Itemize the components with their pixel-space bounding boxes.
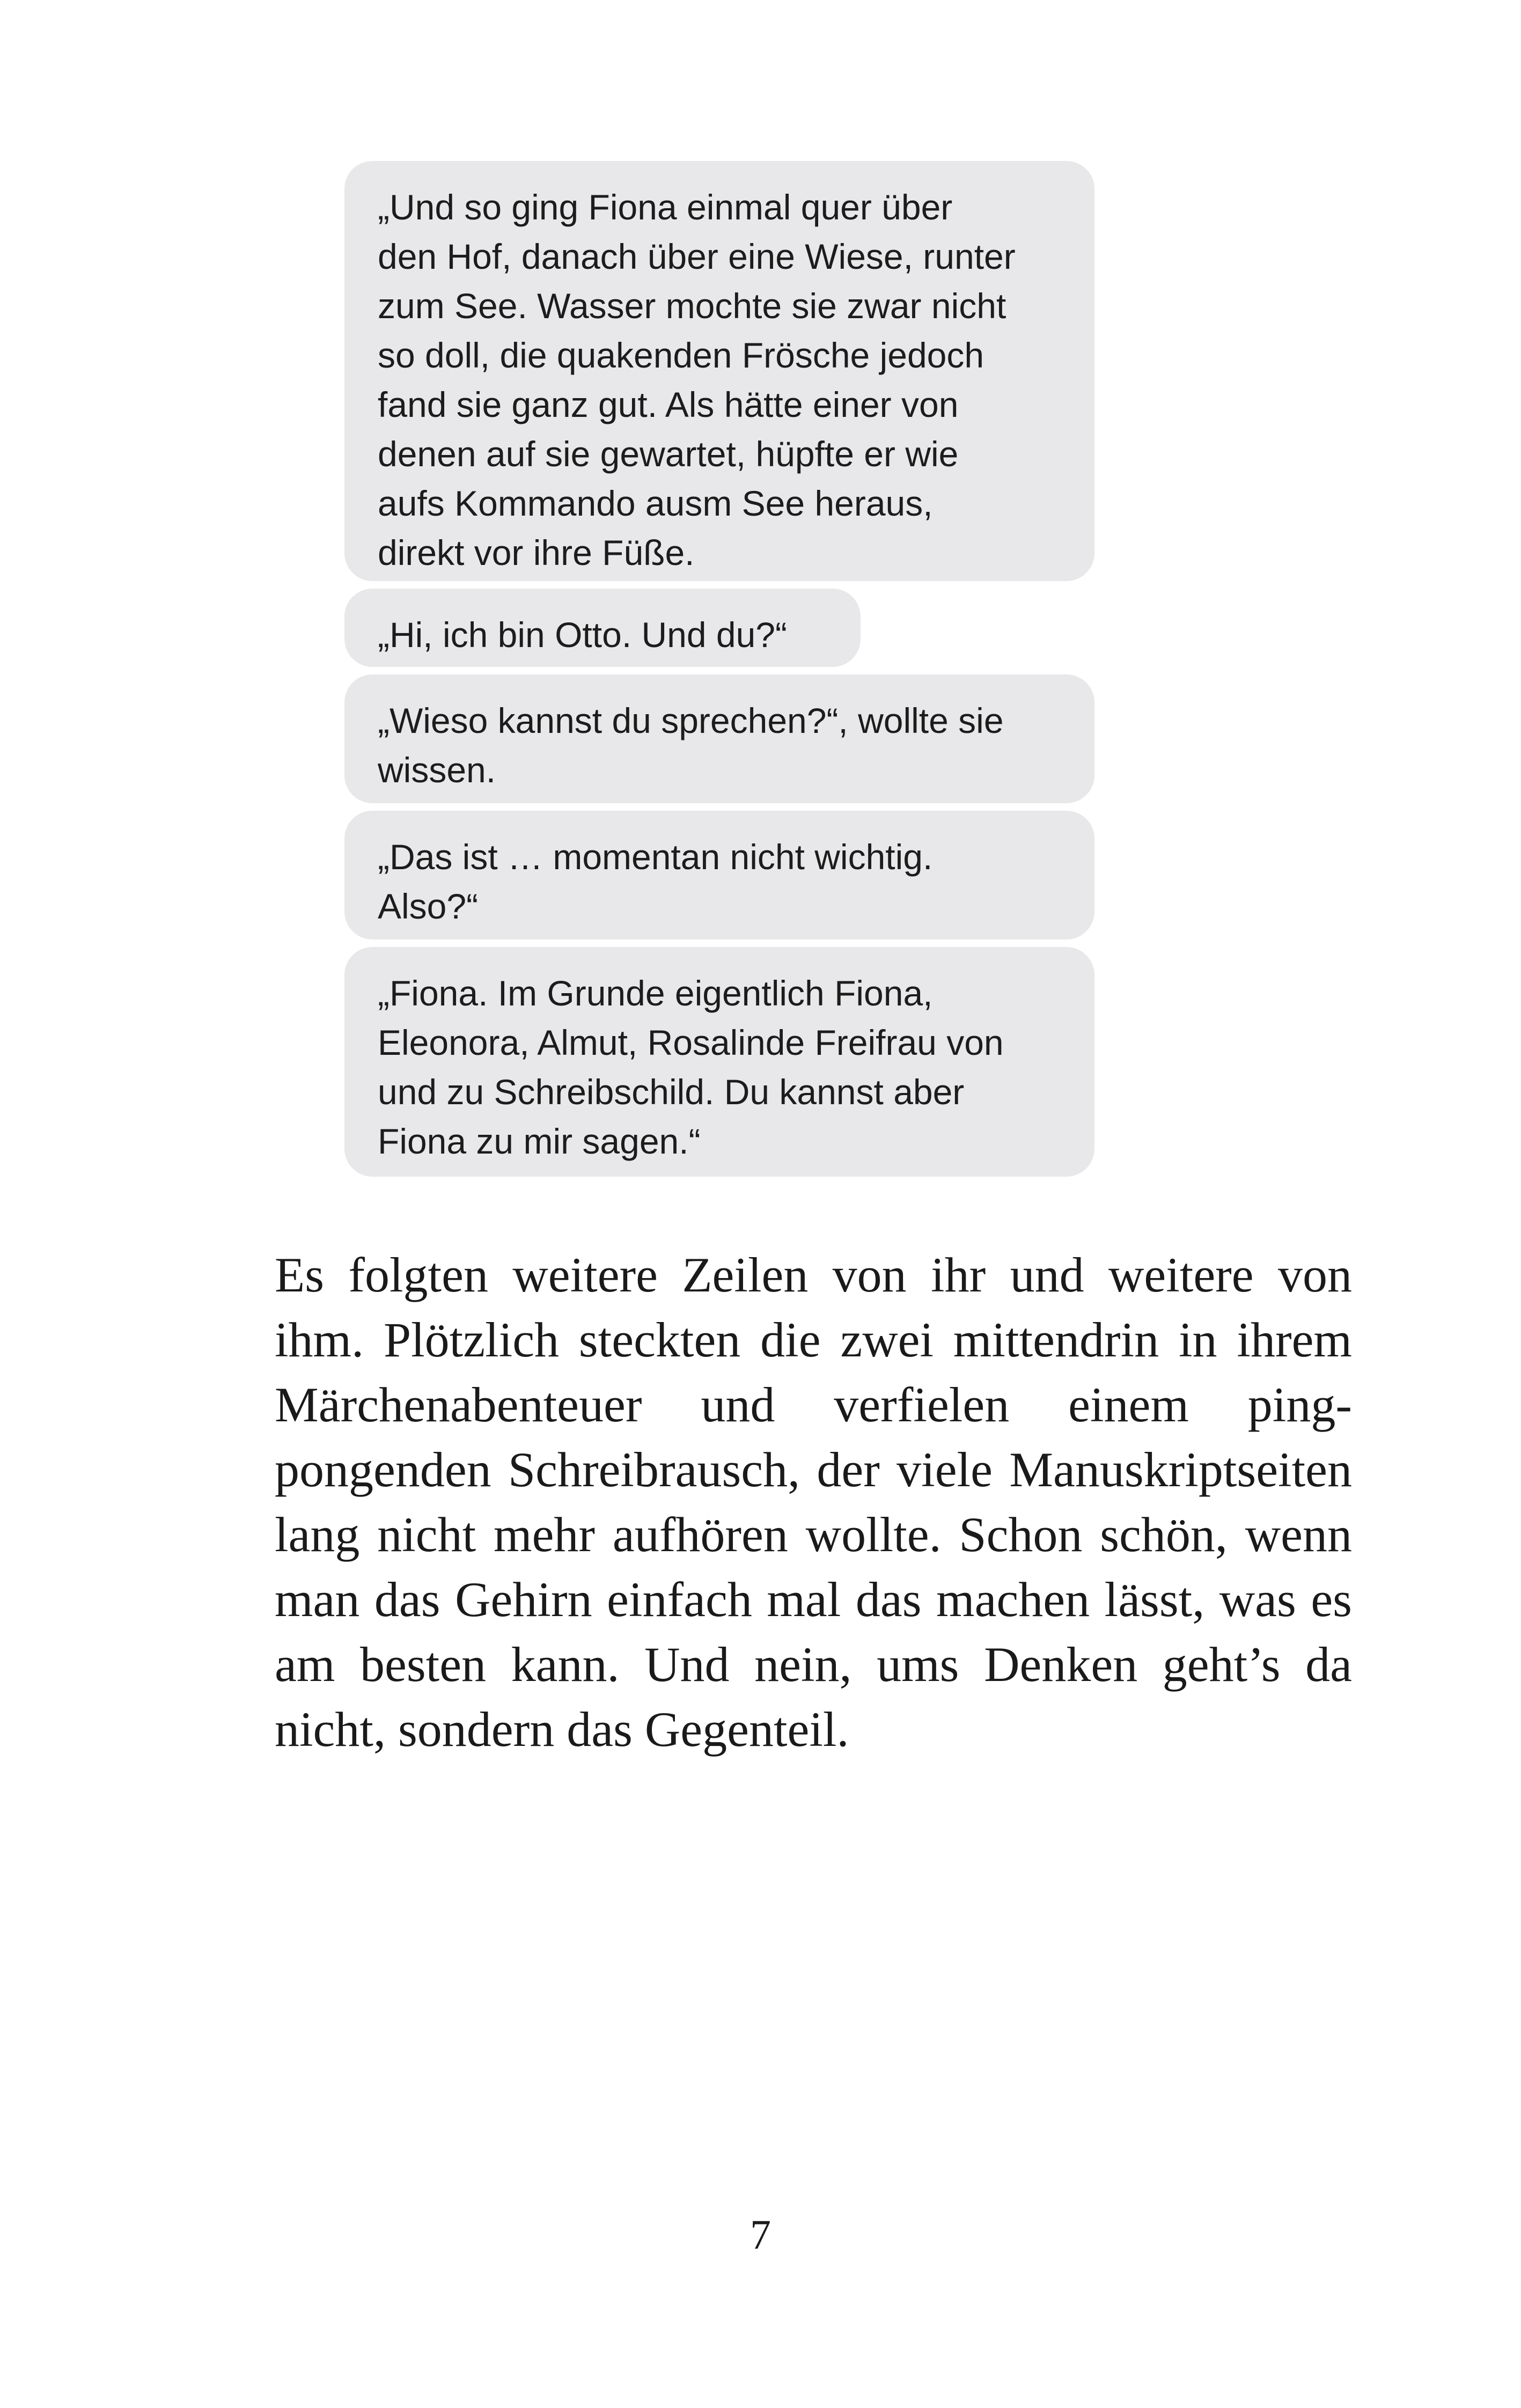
chat-bubble-otto-greeting: „Hi, ich bin Otto. Und du?“ <box>344 589 861 667</box>
chat-bubble-otto-reply: „Das ist … momentan nicht wichtig. Also?“ <box>344 811 1094 939</box>
chat-bubble-fiona-name: „Fiona. Im Grunde eigentlich Fiona, Eleonora, Almut, Rosalinde Freifrau von und zu Schreibschild. Du kannst aber Fiona zu mir sagen.“ <box>344 947 1094 1177</box>
chat-transcript <box>344 161 1096 1184</box>
chat-bubble-narration: „Und so ging Fiona einmal quer über den Hof, danach über eine Wiese, runter zum See. Wasser mochte sie zwar nicht so doll, die quakenden Frösche jedoch fand sie ganz gut. Als hätte einer von denen auf sie gewartet, hüpfte er wie aufs Kommando ausm See heraus, direkt vor ihre Füße. <box>344 161 1094 581</box>
body-paragraph: Es folgten weitere Zeilen von ihr und weitere von ihm. Plötzlich steckten die zwei mittendrin in ihrem Märchenabenteuer und verfielen einem ping-pongenden Schreibrausch, der viele Manuskriptseiten lang nicht mehr aufhören wollte. Schon schön, wenn man das Gehirn einfach mal das machen lässt, was es am besten kann. Und nein, ums Denken geht’s da nicht, sondern das Gegenteil. <box>275 1247 1352 1757</box>
page-number: 7 <box>750 2211 771 2258</box>
chat-bubble-fiona-question: „Wieso kannst du sprechen?“, wollte sie wissen. <box>344 674 1094 803</box>
